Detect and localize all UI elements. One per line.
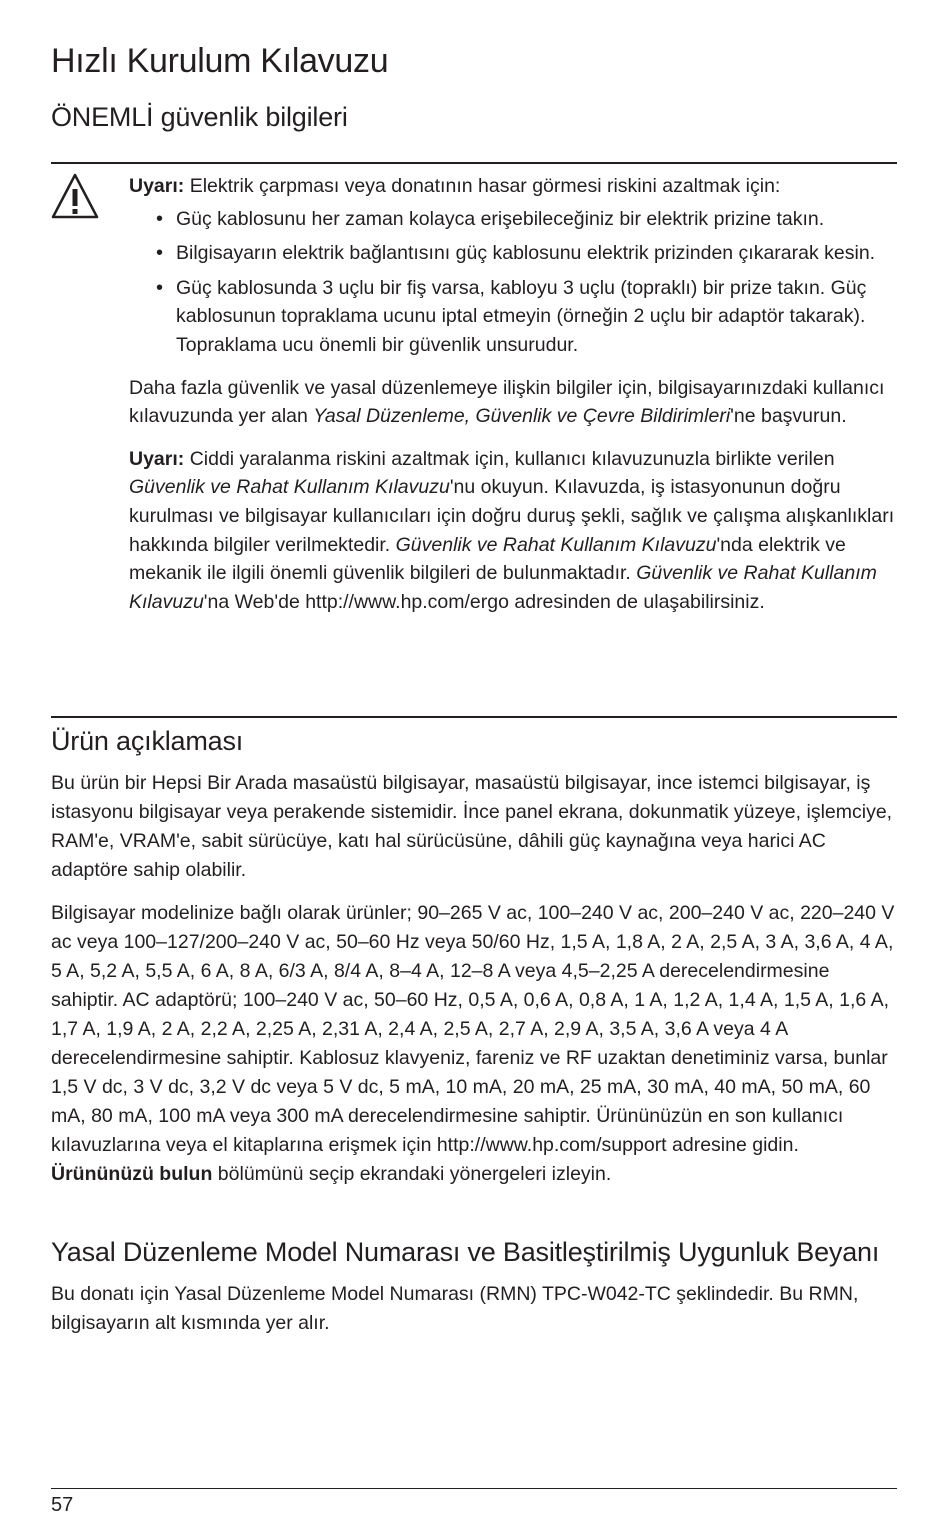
warning-2-paragraph: [129, 445, 897, 617]
warning-triangle-icon: [51, 172, 99, 220]
product-paragraph-2: [51, 899, 897, 1189]
regulatory-paragraph: Bu donatı için Yasal Düzenleme Model Numarası (RMN) TPC-W042-TC şeklindedir. Bu RMN, bilgisayarın alt kısmında yer alır.: [51, 1283, 859, 1334]
regulatory-heading: Yasal Düzenleme Model Numarası ve Basitleştirilmiş Uygunluk Beyanı: [51, 1237, 880, 1267]
top-divider: [51, 162, 897, 164]
safety-subtitle: ÖNEMLİ güvenlik bilgileri: [51, 102, 348, 132]
warning-intro-text: Elektrik çarpması veya donatının hasar görmesi riskini azaltmak için:: [184, 175, 781, 197]
guide-title: Güvenlik ve Rahat Kullanım Kılavuzu: [129, 476, 450, 499]
warning-intro: [129, 172, 897, 201]
find-product-label: Ürününüzü bulun: [51, 1163, 213, 1185]
page-title: Hızlı Kurulum Kılavuzu: [51, 42, 389, 80]
guide-title: Güvenlik ve Rahat Kullanım Kılavuzu: [395, 533, 717, 556]
warning-2-label: Uyarı:: [129, 447, 185, 470]
warning-2-text: 'na Web'de http://www.hp.com/ergo adresinden de ulaşabilirsiniz.: [203, 590, 765, 613]
list-item: • Güç kablosunda 3 uçlu bir fiş varsa, kabloyu 3 uçlu (topraklı) bir prize takın. Güç kablosunun topraklama ucunu iptal etmeyin (örneğin 2 uçlu bir adaptör takarak). Topraklama ucu önemli bir güvenlik unsurudur.: [129, 274, 897, 360]
product-paragraph-1: Bu ürün bir Hepsi Bir Arada masaüstü bilgisayar, masaüstü bilgisayar, ince istemci bilgisayar, iş istasyonu bilgisayar veya perakende sistemidir. İnce panel ekrana, dokunmatik yüzeye, işlemciye, RAM'e, VRAM'e, sabit sürücüye, katı hal sürücüsüne, dâhili güç kaynağına veya harici AC adaptöre sahip olabilir.: [51, 772, 893, 881]
product-heading: Ürün açıklaması: [51, 726, 244, 756]
page-number: 57: [51, 1494, 74, 1516]
guide-title: Güvenlik ve Rahat Kullanım Kılavuzu: [129, 562, 877, 613]
warning-2-text: 'nu okuyun. Kılavuzda, iş istasyonunun doğru kurulması ve bilgisayar kullanıcıları için doğru duruş şekli, sağlık ve çalışma alışkanlıkları hakkında bilgiler verilmektedir.: [129, 476, 895, 556]
product-section: [51, 726, 897, 1203]
warning-label: Uyarı:: [129, 175, 185, 197]
list-item: • Güç kablosunu her zaman kolayca erişebileceğiniz bir elektrik prizine takın.: [129, 205, 897, 234]
middle-divider: [51, 716, 897, 718]
info-paragraph: [129, 374, 897, 431]
warning-list: [129, 205, 897, 360]
footer-divider: [51, 1488, 897, 1489]
info-doc-title: Yasal Düzenleme, Güvenlik ve Çevre Bildirimleri: [313, 405, 731, 428]
regulatory-section: [51, 1237, 897, 1352]
list-item: • Bilgisayarın elektrik bağlantısını güç kablosunu elektrik prizinden çıkararak kesin.: [129, 239, 897, 268]
product-text: Bilgisayar modelinize bağlı olarak ürünler; 90–265 V ac, 100–240 V ac, 200–240 V ac, 220–240 V ac veya 100–127/200–240 V ac, 50–60 Hz veya 50/60 Hz, 1,5 A, 1,8 A, 2 A, 2,5 A, 3 A, 3,6 A, 4 A, 5 A, 5,2 A, 5,5 A, 6 A, 8 A, 6/3 A, 8/4 A, 8–4 A, 12–8 A veya 4,5–2,25 A derecelendirmesine sahiptir. AC adaptörü; 100–240 V ac, 50–60 Hz, 0,5 A, 0,6 A, 0,8 A, 1 A, 1,2 A, 1,4 A, 1,5 A, 1,6 A, 1,7 A, 1,9 A, 2 A, 2,2 A, 2,25 A, 2,31 A, 2,4 A, 2,5 A, 2,7 A, 2,9 A, 3,5 A, 3,6 A veya 4 A derecelendirmesine sahiptir. Kablosuz klavyeniz, fareniz ve RF uzaktan denetiminiz varsa, bunlar 1,5 V dc, 3 V dc, 3,2 V dc veya 5 V dc, 5 mA, 10 mA, 20 mA, 25 mA, 30 mA, 40 mA, 50 mA, 60 mA, 80 mA, 100 mA veya 300 mA derecelendirmesine sahiptir. Ürününüzün en son kullanıcı kılavuzlarına veya el kitaplarına erişmek için http://www.hp.com/support adresine gidin.: [51, 902, 895, 1156]
info-text: Daha fazla güvenlik ve yasal düzenlemeye ilişkin bilgiler için, bilgisayarınızdaki kullanıcı kılavuzunda yer alan: [129, 376, 885, 428]
warning-2-text: Ciddi yaralanma riskini azaltmak için, kullanıcı kılavuzunuzla birlikte verilen: [184, 447, 835, 470]
warning-body: [129, 172, 897, 630]
product-text-end: bölümünü seçip ekrandaki yönergeleri izleyin.: [212, 1163, 612, 1185]
warning-2-text: 'nda elektrik ve mekanik ile ilgili önemli güvenlik bilgileri de bulunmaktadır.: [129, 533, 846, 585]
info-text-end: 'ne başvurun.: [730, 405, 847, 428]
